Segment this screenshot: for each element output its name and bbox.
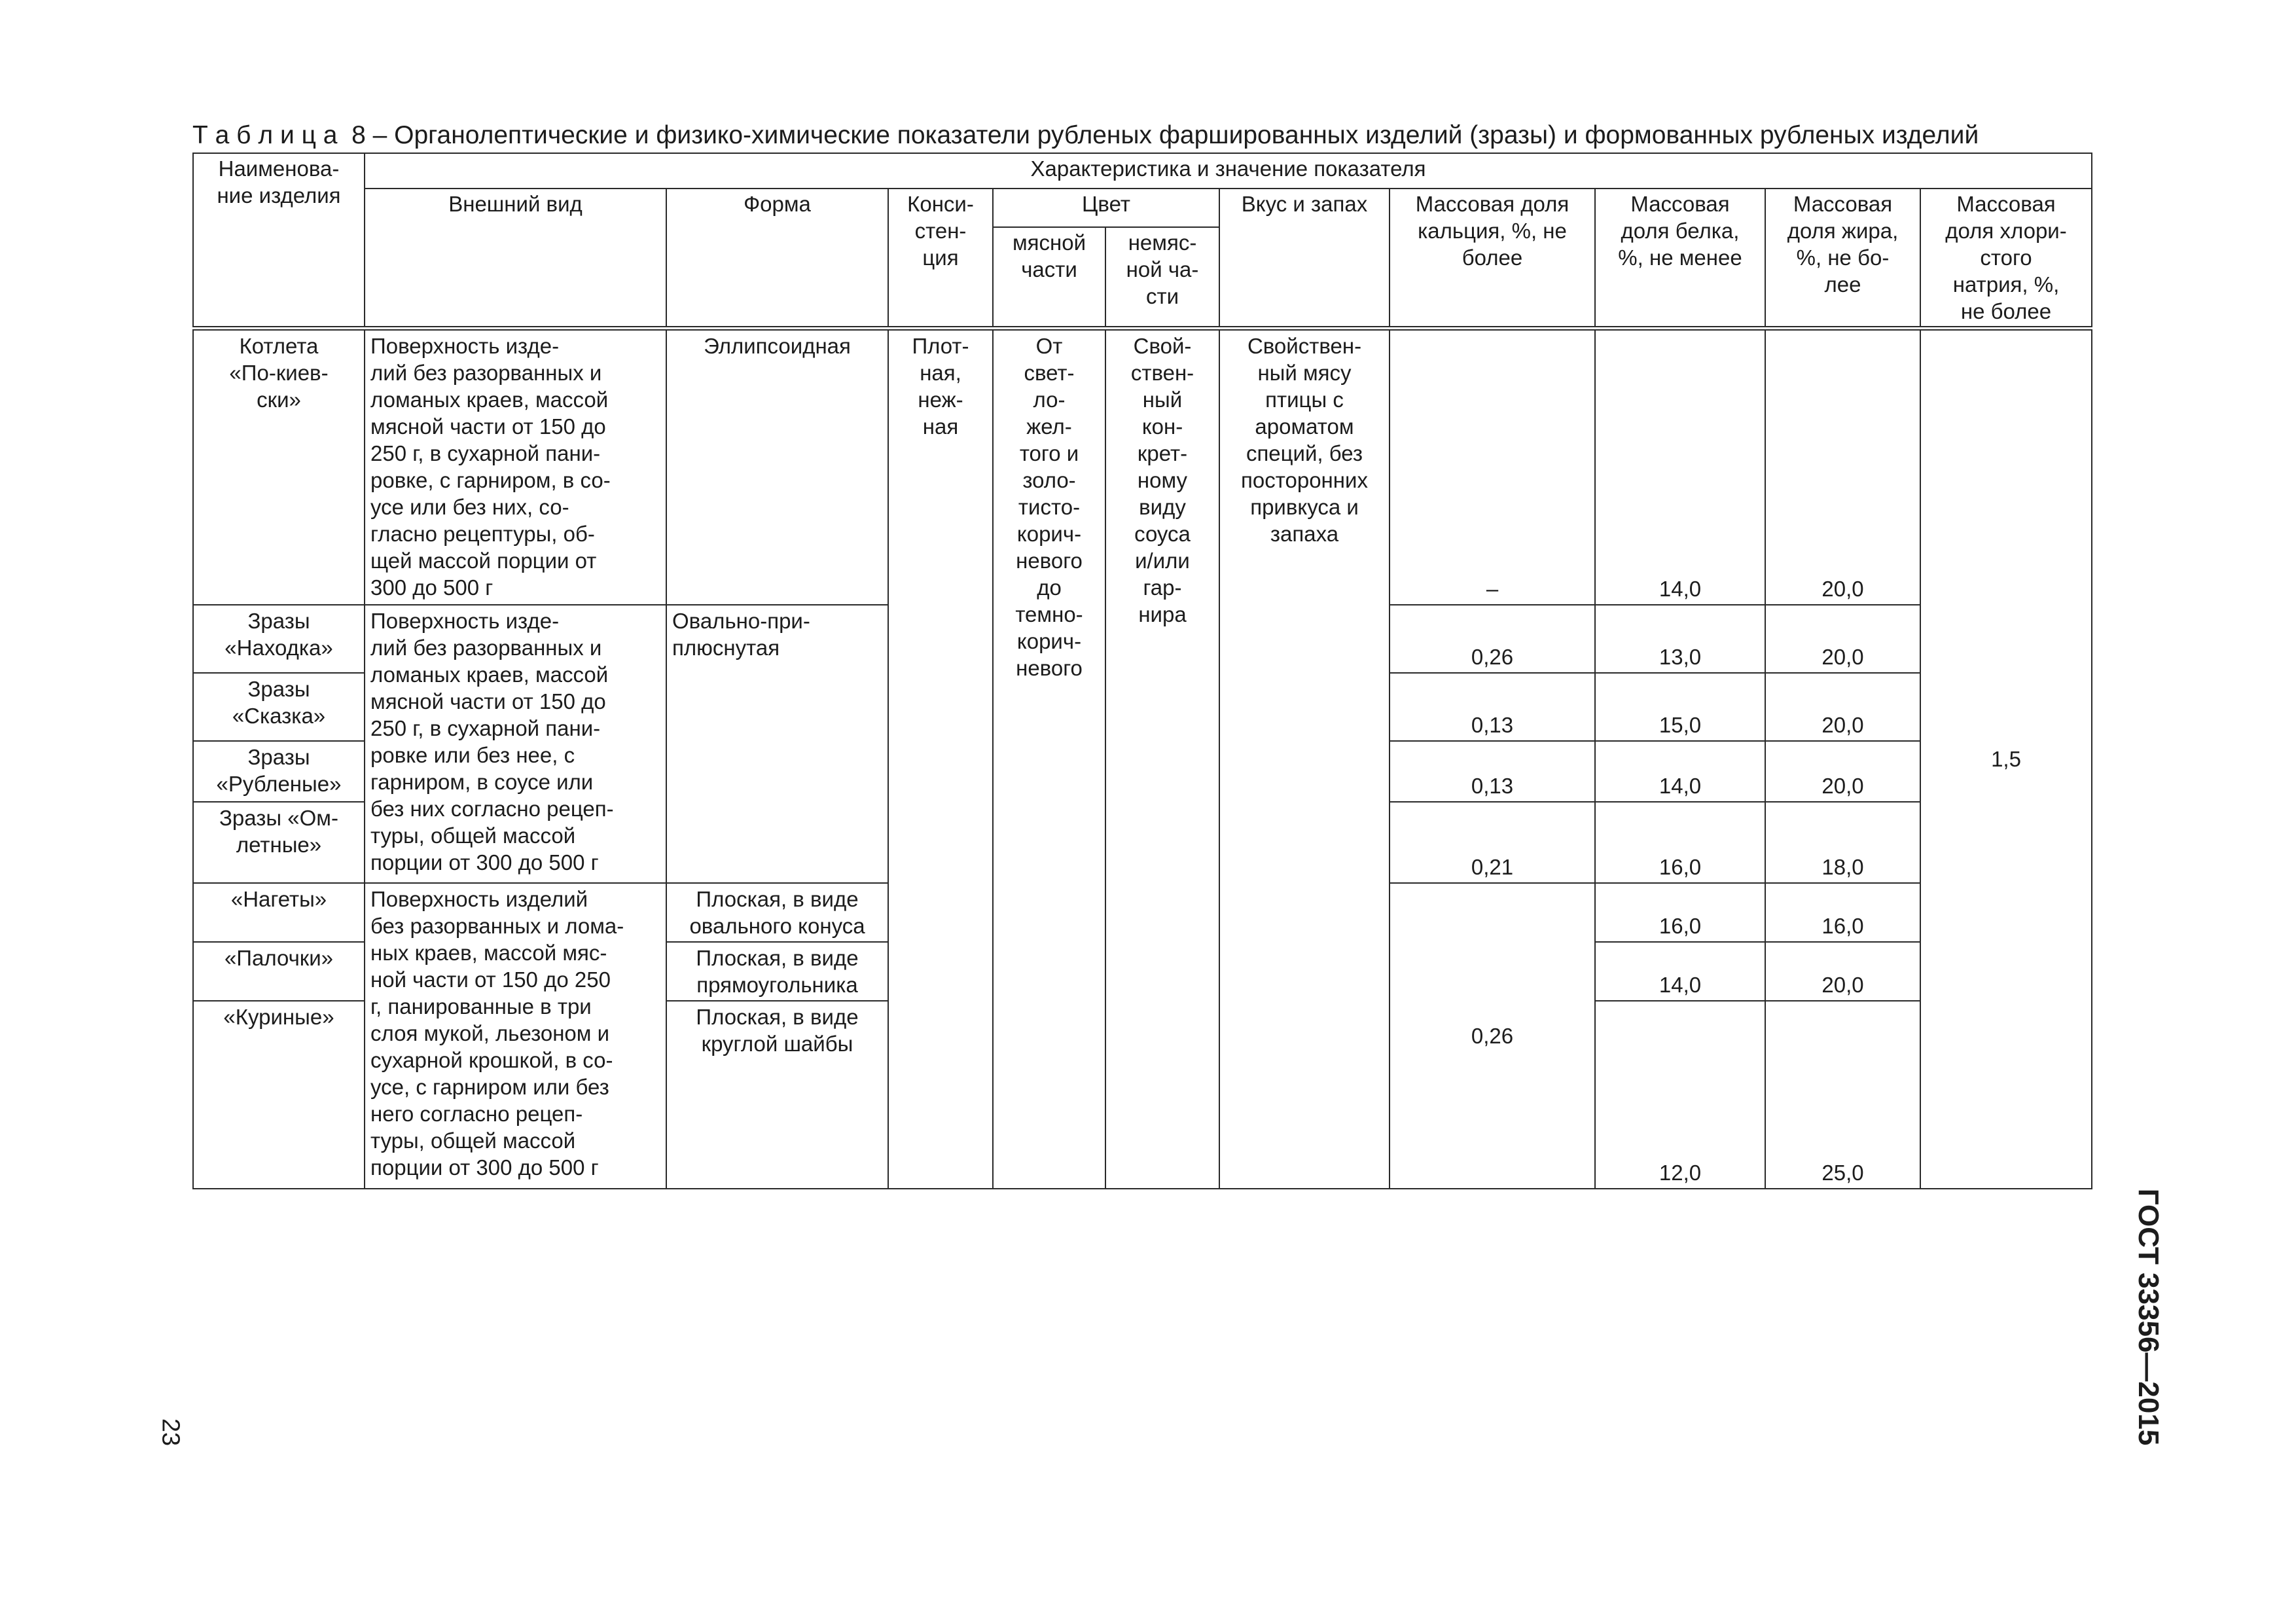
appearance-cell: Поверхность изделий без разорванных и лома- ных краев, массой мяс- ной части от 150 до 250 г, панированные в три слоя мукой, льезоном и сухарной крошкой, в со- усе, с гарниром или без него согласно рецеп- туры, общей массой порции от 300 до 500 г — [365, 883, 666, 1189]
header-color-meat: мясной части — [993, 227, 1105, 328]
product-name: Зразы «Сказка» — [193, 673, 365, 741]
shape-cell: Плоская, в виде круглой шайбы — [666, 1001, 888, 1189]
fat-value: 16,0 — [1765, 883, 1920, 942]
fat-value: 20,0 — [1765, 942, 1920, 1001]
header-color-nonmeat: немяс- ной ча- сти — [1105, 227, 1219, 328]
fat-value: 20,0 — [1765, 673, 1920, 741]
header-protein: Массовая доля белка, %, не менее — [1595, 189, 1765, 328]
standard-designation: ГОСТ 33356—2015 — [2132, 1188, 2164, 1446]
indicators-table — [192, 153, 2092, 1189]
product-name: Зразы «Рубленые» — [193, 741, 365, 802]
protein-value: 14,0 — [1595, 741, 1765, 802]
calcium-value: 0,26 — [1390, 883, 1595, 1189]
product-name: «Нагеты» — [193, 883, 365, 942]
sodium-chloride-value: 1,5 — [1920, 328, 2092, 1189]
header-calcium: Массовая доля кальция, %, не более — [1390, 189, 1595, 328]
shape-cell: Плоская, в виде прямоугольника — [666, 942, 888, 1001]
shape-cell: Плоская, в виде овального конуса — [666, 883, 888, 942]
protein-value: 16,0 — [1595, 883, 1765, 942]
shape-cell: Эллипсоидная — [666, 328, 888, 605]
consistency-cell: Плот- ная, неж- ная — [888, 328, 993, 1189]
color-meat-cell: От свет- ло- жел- того и золо- тисто- корич- невого до темно- корич- невого — [993, 328, 1105, 1189]
header-product-name: Наименова- ние изделия — [193, 153, 365, 328]
protein-value: 14,0 — [1595, 942, 1765, 1001]
calcium-value: 0,13 — [1390, 741, 1595, 802]
color-nonmeat-cell: Свой- ствен- ный кон- крет- ному виду соуса и/или гар- нира — [1105, 328, 1219, 1189]
header-sodium-chloride: Массовая доля хлори- стого натрия, %, не более — [1920, 189, 2092, 328]
header-fat: Массовая доля жира, %, не бо- лее — [1765, 189, 1920, 328]
header-consistency: Конси- стен- ция — [888, 189, 993, 328]
protein-value: 16,0 — [1595, 802, 1765, 883]
fat-value: 20,0 — [1765, 605, 1920, 673]
product-name: «Палочки» — [193, 942, 365, 1001]
calcium-value: – — [1390, 328, 1595, 605]
header-shape: Форма — [666, 189, 888, 328]
product-name: Зразы «Находка» — [193, 605, 365, 673]
shape-cell: Овально-при- плюснутая — [666, 605, 888, 883]
header-taste-smell: Вкус и запах — [1219, 189, 1390, 328]
header-color: Цвет — [993, 189, 1219, 227]
protein-value: 12,0 — [1595, 1001, 1765, 1189]
protein-value: 14,0 — [1595, 328, 1765, 605]
calcium-value: 0,26 — [1390, 605, 1595, 673]
product-name: Котлета «По-киев- ски» — [193, 328, 365, 605]
product-name: «Куриные» — [193, 1001, 365, 1189]
calcium-value: 0,21 — [1390, 802, 1595, 883]
appearance-cell: Поверхность изде- лий без разорванных и ломаных краев, массой мясной части от 150 до 250 г, в сухарной пани- ровке, с гарниром, в со- усе или без них, со- гласно рецептуры, об- щей массой порции от 300 до 500 г — [365, 328, 666, 605]
product-name: Зразы «Ом- летные» — [193, 802, 365, 883]
table-row — [193, 328, 2092, 605]
header-appearance: Внешний вид — [365, 189, 666, 328]
fat-value: 25,0 — [1765, 1001, 1920, 1189]
protein-value: 15,0 — [1595, 673, 1765, 741]
fat-value: 20,0 — [1765, 328, 1920, 605]
table-title: Т а б л и ц а 8 – Органолептические и физико-химические показатели рубленых фаршированных изделий (зразы) и формованных рубленых изделий — [192, 121, 1979, 149]
fat-value: 18,0 — [1765, 802, 1920, 883]
header-characteristics-group: Характеристика и значение показателя — [365, 153, 2092, 189]
taste-smell-cell: Свойствен- ный мясу птицы с ароматом специй, без посторонних привкуса и запаха — [1219, 328, 1390, 1189]
protein-value: 13,0 — [1595, 605, 1765, 673]
appearance-cell: Поверхность изде- лий без разорванных и ломаных краев, массой мясной части от 150 до 250 г, в сухарной пани- ровке или без нее, с гарниром, в соусе или без них согласно рецеп- туры, общей массой порции от 300 до 500 г — [365, 605, 666, 883]
calcium-value: 0,13 — [1390, 673, 1595, 741]
page-number: 23 — [156, 1418, 185, 1447]
fat-value: 20,0 — [1765, 741, 1920, 802]
